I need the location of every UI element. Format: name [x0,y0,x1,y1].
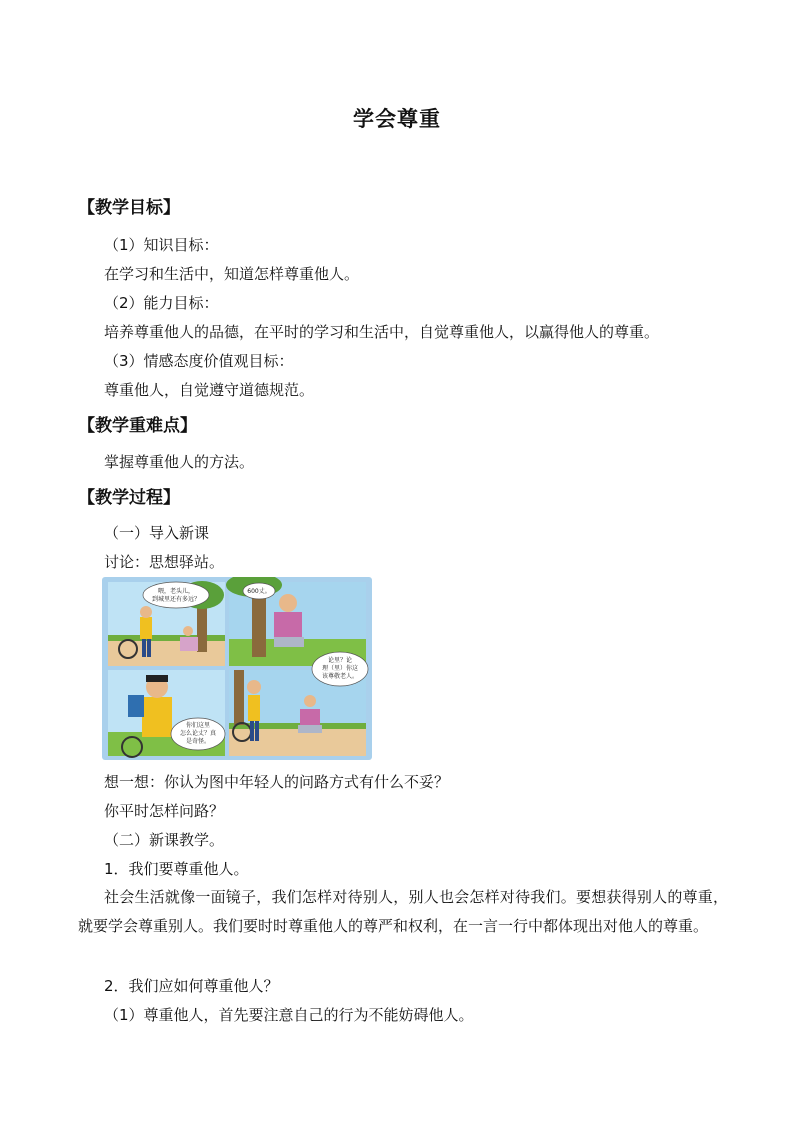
page-title: 学会尊重 [353,107,441,131]
bubble-1-line-1: 喂，老头儿， [157,588,195,595]
section-heading-key-points: 【教学重难点】 [78,416,197,436]
bubble-4-line-2: 怎么论丈？真 [179,730,217,737]
bubble-4-line-3: 是奇怪。 [185,738,211,745]
paragraph-mirror: 社会生活就像一面镜子，我们怎样对待别人，别人也会怎样对待我们。要想获得别人的尊重，就要学会尊重别人。我们要时时尊重他人的尊严和权利，在一言一行中都体现出对他人的尊重。 [78,888,728,935]
bubble-4-line-1: 你们这里 [185,722,211,729]
speech-bubble-4 [171,718,225,750]
bubble-1-line-2: 到城里还有多远？ [151,596,201,603]
goal-2-label: （2）能力目标： [104,294,219,312]
bubble-3-line-1: 论里？论 [327,657,353,664]
goal-1-label: （1）知识目标： [104,236,219,254]
think-question: 想一想：你认为图中年轻人的问路方式有什么不妥？ [104,773,450,791]
intro-label: （一）导入新课 [104,524,210,542]
speech-bubble-2 [243,583,275,599]
goal-3-text: 尊重他人，自觉遵守道德规范。 [104,381,315,399]
goal-1-text: 在学习和生活中，知道怎样尊重他人。 [104,265,360,283]
bubble-3-line-2: 理（里）你这 [321,665,359,672]
section-heading-goals: 【教学目标】 [78,198,180,218]
new-lesson-label: （二）新课教学。 [104,831,225,849]
point-1: 1．我们要尊重他人。 [104,860,249,878]
discussion-text: 讨论：思想驿站。 [104,553,225,571]
bubble-2-line-1: 600丈。 [247,588,271,595]
speech-bubble-3 [312,652,368,686]
point-2-sub-1: （1）尊重他人，首先要注意自己的行为不能妨碍他人。 [104,1006,474,1024]
ask-question: 你平时怎样问路？ [104,802,225,820]
goal-3-label: （3）情感态度价值观目标： [104,352,294,370]
goal-2-text: 培养尊重他人的品德，在平时的学习和生活中，自觉尊重他人，以赢得他人的尊重。 [104,323,660,341]
bubble-3-line-3: 该尊敬老人。 [321,673,359,680]
point-2: 2．我们应如何尊重他人？ [104,977,279,995]
speech-bubble-1 [143,582,209,608]
section-heading-process: 【教学过程】 [78,488,180,508]
key-point-text: 掌握尊重他人的方法。 [104,453,255,471]
comic-illustration [102,577,372,760]
